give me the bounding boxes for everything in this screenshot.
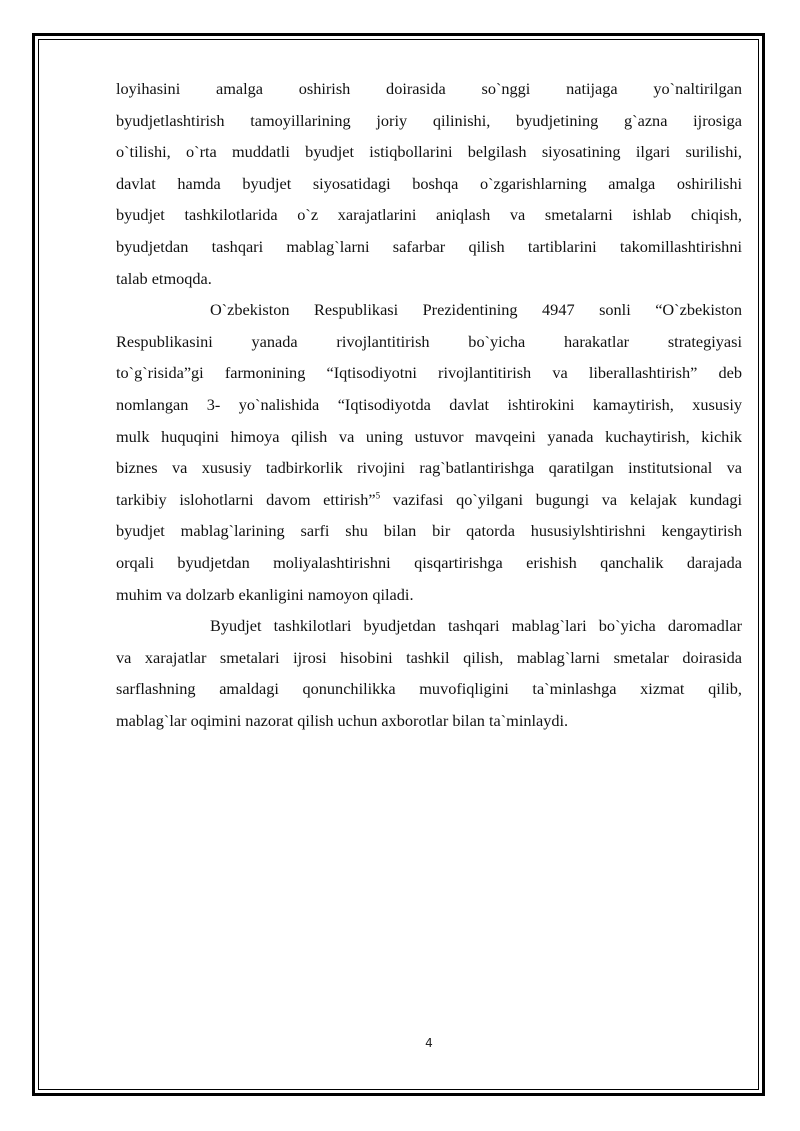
text-line: biznes va xususiy tadbirkorlik rivojini rag`batlantirishga qaratilgan institutsional va [116, 458, 742, 478]
text-line-with-footnote [116, 484, 742, 516]
text-line: orqali byudjetdan moliyalashtirishni qisqartirishga erishish qanchalik darajada [116, 552, 742, 572]
text-line: byudjet mablag`larining sarfi shu bilan bir qatorda hususiylshtirishni kengaytirish [116, 521, 742, 541]
paragraph-2 [116, 294, 742, 610]
text-line: mablag`lar oqimini nazorat qilish uchun axborotlar bilan ta`minlaydi. [116, 710, 569, 730]
text-segment: vazifasi qo`yilgani bugungi va kelajak kundagi [380, 489, 742, 509]
text-line: talab etmoqda. [116, 268, 212, 288]
footnote-mark[interactable]: 5 [375, 490, 381, 501]
text-segment: tarkibiy islohotlarni davom ettirish” [116, 489, 376, 509]
document-body [116, 73, 742, 736]
text-line: byudjetlashtirish tamoyillarining joriy qilinishi, byudjetining g`azna ijrosiga [116, 110, 742, 130]
text-line: sarflashning amaldagi qonunchilikka muvofiqligini ta`minlashga xizmat qilib, [116, 679, 742, 699]
text-line: mulk huquqini himoya qilish va uning ustuvor mavqeini yanada kuchaytirish, kichik [116, 426, 742, 446]
paragraph-3 [116, 610, 742, 736]
text-line: byudjet tashkilotlarida o`z xarajatlarini aniqlash va smetalarni ishlab chiqish, [116, 205, 742, 225]
text-line: muhim va dolzarb ekanligini namoyon qiladi. [116, 584, 414, 604]
text-line: o`tilishi, o`rta muddatli byudjet istiqbollarini belgilash siyosatining ilgari surilishi, [116, 142, 742, 162]
text-line: to`g`risida”gi farmonining “Iqtisodiyotni rivojlantitirish va liberallashtirish” deb [116, 363, 742, 383]
text-line: va xarajatlar smetalari ijrosi hisobini tashkil qilish, mablag`larni smetalar doirasida [116, 647, 742, 667]
text-line: nomlangan 3- yo`nalishida “Iqtisodiyotda davlat ishtirokini kamaytirish, xususiy [116, 394, 742, 414]
paragraph-1 [116, 73, 742, 294]
text-line: loyihasini amalga oshirish doirasida so`nggi natijaga yo`naltirilgan [116, 79, 742, 98]
text-line: O`zbekiston Respublikasi Prezidentining 4947 sonli “O`zbekiston [210, 300, 742, 320]
text-line: Byudjet tashkilotlari byudjetdan tashqari mablag`lari bo`yicha daromadlar [210, 616, 742, 636]
page-number: 4 [425, 1036, 433, 1050]
text-line: davlat hamda byudjet siyosatidagi boshqa o`zgarishlarning amalga oshirilishi [116, 173, 742, 193]
text-line: byudjetdan tashqari mablag`larni safarbar qilish tartiblarini takomillashtirishni [116, 236, 742, 256]
text-line: Respublikasini yanada rivojlantitirish bo`yicha harakatlar strategiyasi [116, 331, 742, 351]
